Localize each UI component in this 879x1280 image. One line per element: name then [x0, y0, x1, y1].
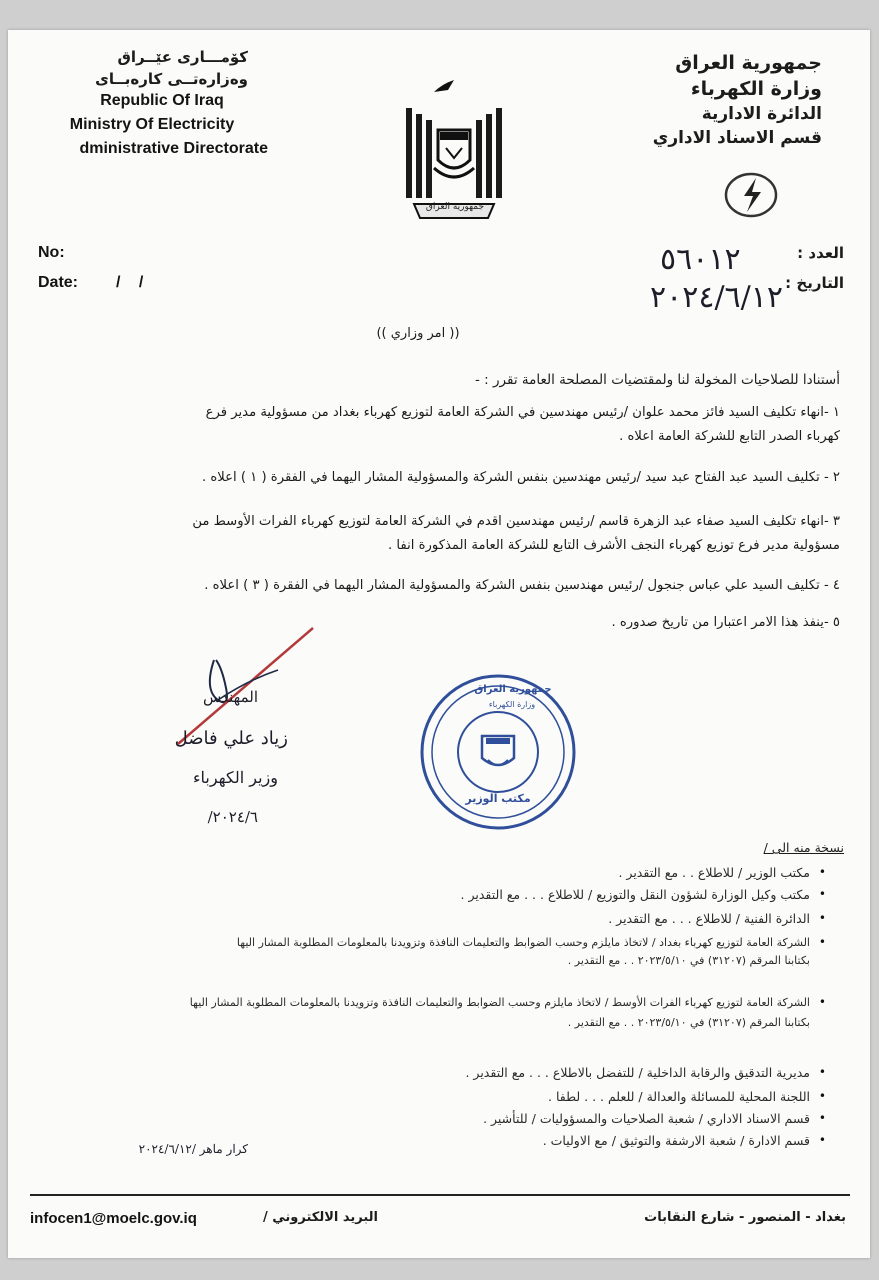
body-item-1-cont: كهرباء الصدر التابع للشركة العامة اعلاه .	[619, 429, 840, 444]
list-item: • مديرية التدقيق والرقابة الداخلية / للتفضل بالاطلاع . . . مع التقدير .	[465, 1064, 810, 1081]
signature-date: ٢٠٢٤/٦/	[207, 808, 258, 826]
stamp-sub-text: وزارة الكهرباء	[488, 700, 536, 709]
date-label-ar: التاريخ :	[785, 274, 844, 292]
copies-item-cont-2: بكتابنا المرقم (٣١٢٠٧) في ٢٠٢٣/٥/١٠ . . مع التقدير .	[567, 1016, 810, 1029]
footer-email-label: البريد الالكتروني /	[262, 1210, 378, 1225]
header-directorate: dministrative Directorate	[79, 140, 268, 157]
list-item: • الشركة العامة لتوزيع كهرباء بغداد / لاتخاذ مايلزم وحسب الضوابط والتعليمات النافذة وتزويدنا بالمعلومات المطلوبة المشار اليها	[50, 934, 810, 951]
header-kurdish-2: وەزارەتــى كارەبــاى	[95, 70, 248, 88]
date-placeholder: / /	[116, 274, 144, 291]
header-ministry: Ministry Of Electricity	[69, 116, 235, 133]
footer-address: بغداد - المنصور - شارع النقابات	[644, 1210, 846, 1225]
electricity-logo-icon	[722, 170, 780, 220]
no-label: No:	[38, 244, 65, 261]
signature-name: زياد علي فاضل	[174, 728, 288, 749]
header-kurdish-1: كۆمـــارى عێــراق	[117, 48, 248, 66]
number-handwritten: ٥٦٠١٢	[660, 242, 741, 277]
body-item-3-cont: مسؤولية مدير فرع توزيع كهرباء النجف الأشرف التابع للشركة العامة المذكورة انفا .	[388, 538, 840, 553]
copies-item-cont-1: بكتابنا المرقم (٣١٢٠٧) في ٢٠٢٣/٥/١٠ . . مع التقدير .	[567, 954, 810, 967]
body-item-3: ٣ -انهاء تكليف السيد صفاء عبد الزهرة قاسم /رئيس مهندسين اقدم في الشركة العامة لتوزيع كهرباء الفرات الأوسط من	[192, 514, 840, 529]
body-item-1: ١ -انهاء تكليف السيد فائز محمد علوان /رئيس مهندسين في الشركة العامة لتوزيع كهرباء بغداد من مسؤولية مدير فرع	[205, 405, 840, 420]
body-intro: أستنادا للصلاحيات المخولة لنا ولمقتضيات المصلحة العامة تقرر : -	[475, 372, 840, 388]
footer-email[interactable]: infocen1@moelc.gov.iq	[30, 1210, 197, 1227]
header-republic-ar: جمهورية العراق	[675, 52, 822, 74]
header-republic: Republic Of Iraq	[100, 92, 224, 109]
list-item: • قسم الاسناد الاداري / شعبة الصلاحيات والمسؤوليات / للتأشير .	[483, 1110, 810, 1127]
list-item: • الدائرة الفنية / للاطلاع . . . مع التقدير .	[608, 910, 810, 927]
list-item: • مكتب الوزير / للاطلاع . . مع التقدير .	[618, 864, 810, 881]
body-item-4: ٤ - تكليف السيد علي عباس جنجول /رئيس مهندسين بنفس الشركة والمسؤولية المشار اليهما في الفقرة ( ٣ ) اعلاه .	[204, 578, 840, 593]
date-label: Date:	[38, 274, 79, 291]
list-item: • قسم الادارة / شعبة الارشفة والتوثيق / مع الاوليات .	[543, 1132, 810, 1149]
emblem-caption: جمهورية العراق	[425, 202, 485, 212]
header-ministry-ar: وزارة الكهرباء	[690, 78, 822, 100]
stamp-top-text: جمهورية العراق	[474, 684, 552, 695]
signature-position: وزير الكهرباء	[192, 768, 278, 787]
header-section-ar: قسم الاسناد الاداري	[652, 128, 822, 148]
body-item-5: ٥ -ينفذ هذا الامر اعتبارا من تاريخ صدوره .	[611, 615, 840, 630]
official-stamp-icon	[418, 672, 578, 832]
number-label-ar: العدد :	[797, 244, 844, 262]
list-item: • اللجنة المحلية للمسائلة والعدالة / للعلم . . . لطفا .	[548, 1088, 810, 1105]
signature-title: المهندس	[202, 688, 258, 706]
footer-divider	[30, 1194, 850, 1196]
body-item-2: ٢ - تكليف السيد عبد الفتاح عبد سيد /رئيس مهندسين بنفس الشركة والمسؤولية المشار اليهما في الفقرة ( ١ ) اعلاه .	[201, 470, 840, 485]
list-item: • مكتب وكيل الوزارة لشؤون النقل والتوزيع / للاطلاع . . . مع التقدير .	[461, 886, 810, 903]
header-directorate-ar: الدائرة الادارية	[701, 104, 822, 124]
document-page	[8, 30, 870, 1258]
order-title: (( امر وزاري ))	[376, 326, 460, 341]
stamp-bottom-text: مكتب الوزير	[465, 792, 531, 805]
typist-note: كرار ماهر /٢٠٢٤/٦/١٢	[138, 1142, 248, 1156]
list-item: • الشركة العامة لتوزيع كهرباء الفرات الأوسط / لاتخاذ مايلزم وحسب الضوابط والتعليمات النافذة وتزويدنا بالمعلومات المطلوبة المشار اليها	[50, 994, 810, 1011]
copies-heading: نسخة منه الى /	[763, 840, 844, 855]
date-handwritten: ٢٠٢٤/٦/١٢	[650, 280, 784, 315]
